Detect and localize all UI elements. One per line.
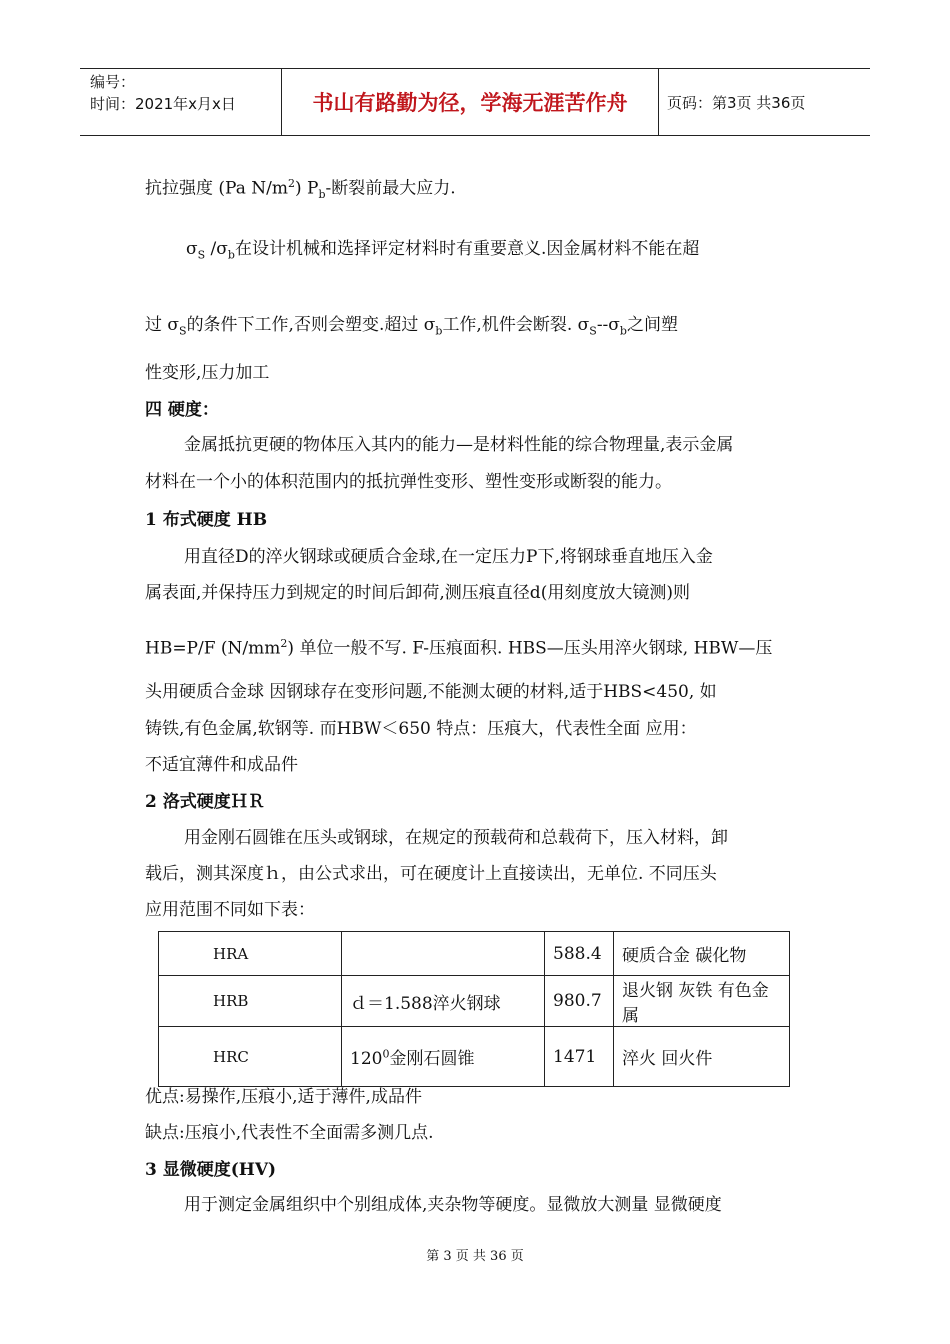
table-cell-scale: HRC — [159, 1027, 342, 1087]
table-cell-load: 588.4 — [545, 932, 614, 976]
hardness-table — [158, 931, 790, 1087]
subheading-hr: 2 洛式硬度ＨＲ — [145, 792, 265, 812]
paragraph-line-formula: HB=P/F $(N/mm^2)$ 单位一般不写. F-压痕面积. HBS—压头用淬火钢球, HBW—压 — [145, 637, 773, 659]
table-cell-load: 980.7 — [545, 976, 614, 1027]
table-cell-use: 淬火 回火件 — [614, 1027, 790, 1087]
text-line-sigma-ratio: $\sigma_S$ $/\sigma_b$在设计机械和选择评定材料时有重要意义.因金属材料不能在超 — [186, 239, 700, 262]
text-line-tensile: 抗拉强度 (Pa $N/m^2$) $P_b-$断裂前最大应力. — [145, 177, 456, 202]
table-cell-scale: HRA — [159, 932, 342, 976]
page-header — [80, 68, 870, 136]
table-row — [159, 976, 790, 1027]
section-heading-hardness: 四 硬度： — [145, 400, 219, 420]
paragraph-line: 头用硬质合金球 因钢球存在变形问题,不能测太硬的材料,适于HBS<450, 如 — [145, 682, 717, 702]
paragraph-line: 用直径D的淬火钢球或硬质合金球,在一定压力P下,将钢球垂直地压入金 — [184, 547, 713, 567]
doc-number-label: 编号： — [90, 73, 136, 91]
header-meta — [80, 69, 282, 135]
table-row — [159, 932, 790, 976]
page-footer: 第 3 页 共 36 页 — [426, 1249, 524, 1264]
table-cell-indenter: $120^0$金刚石圆锥 — [342, 1027, 545, 1087]
paragraph-line: 属表面,并保持压力到规定的时间后卸荷,测压痕直径d(用刻度放大镜测)则 — [145, 583, 690, 603]
table-cell-load: 1471 — [545, 1027, 614, 1087]
paragraph-line: 载后，测其深度ｈ，由公式求出，可在硬度计上直接读出，无单位. 不同压头 — [145, 864, 717, 884]
header-motto: 书山有路勤为径，学海无涯苦作舟 — [282, 69, 659, 135]
paragraph-line: 不适宜薄件和成品件 — [145, 755, 298, 775]
paragraph-line: 金属抵抗更硬的物体压入其内的能力—是材料性能的综合物理量,表示金属 — [184, 435, 734, 455]
paragraph-line: 应用范围不同如下表： — [145, 900, 315, 920]
text-line: 性变形,压力加工 — [145, 363, 270, 383]
text-line-sigma-conditions: 过 $\sigma_S$的条件下工作,否则会塑变.超过 $\sigma_b$工作,机件会断裂. $\sigma_S--\sigma_b$之间塑 — [145, 315, 678, 338]
subheading-hv: 3 显微硬度(HV) — [145, 1160, 277, 1180]
table-row — [159, 1027, 790, 1087]
paragraph-line: 用金刚石圆锥在压头或钢球，在规定的预载荷和总载荷下，压入材料，卸 — [184, 828, 728, 848]
paragraph-line: 用于测定金属组织中个别组成体,夹杂物等硬度。显微放大测量 显微硬度 — [184, 1195, 722, 1215]
doc-date: 时间：2021年x月x日 — [90, 95, 236, 113]
subheading-hb: 1 布式硬度 HB — [145, 510, 268, 530]
table-cell-scale: HRB — [159, 976, 342, 1027]
table-cell-indenter: ｄ＝1.588淬火钢球 — [342, 976, 545, 1027]
header-page-info: 页码：第3页 共36页 — [667, 93, 806, 112]
table-cell-indenter — [342, 932, 545, 976]
table-cell-use: 硬质合金 碳化物 — [614, 932, 790, 976]
paragraph-line: 铸铁,有色金属,软钢等. 而HBW＜650 特点：压痕大，代表性全面 应用： — [145, 719, 697, 739]
paragraph-line: 材料在一个小的体积范围内的抵抗弹性变形、塑性变形或断裂的能力。 — [145, 472, 672, 492]
advantages-line: 优点:易操作,压痕小,适于薄件,成品件 — [145, 1087, 422, 1107]
table-cell-use: 退火钢 灰铁 有色金属 — [614, 976, 790, 1027]
disadvantages-line: 缺点:压痕小,代表性不全面需多测几点. — [145, 1123, 434, 1143]
